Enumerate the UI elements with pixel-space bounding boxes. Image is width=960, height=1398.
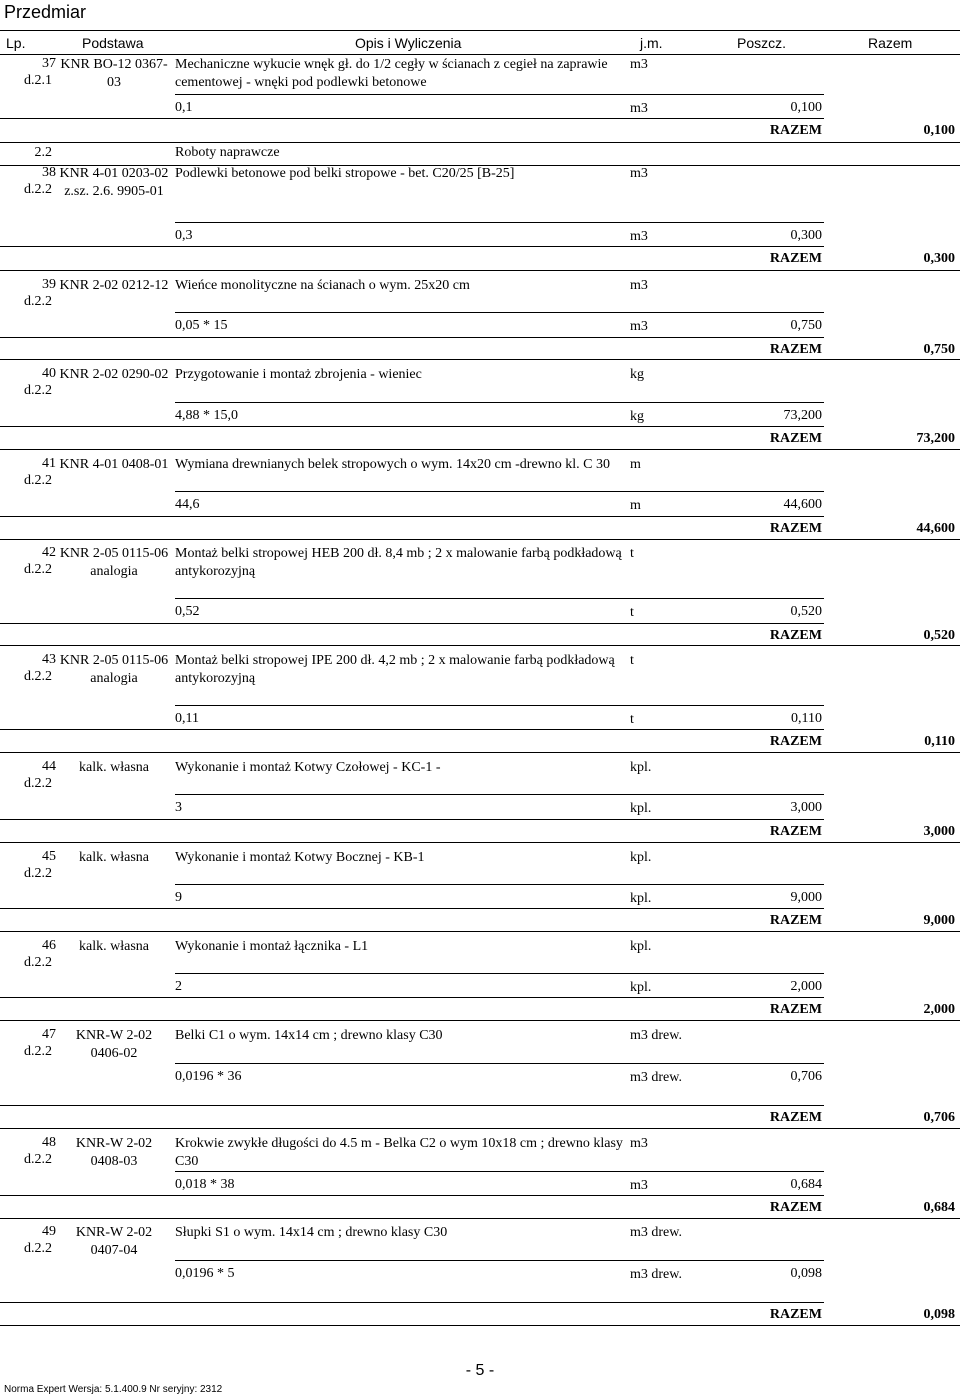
row-lp-sub: d.2.2 xyxy=(24,473,52,488)
row-opis: Przygotowanie i montaż zbrojenia - wieniec xyxy=(175,367,422,382)
row-calc-unit: m3 drew. xyxy=(630,1267,682,1282)
row-podstawa: KNR BO-12 0367-03 xyxy=(60,57,168,90)
row-poszcz: 9,000 xyxy=(790,890,822,905)
razem-label: RAZEM xyxy=(769,1002,822,1017)
row-calculation: 4,88 * 15,0 xyxy=(175,408,238,423)
razem-value: 73,200 xyxy=(916,431,955,446)
row-calc-unit: t xyxy=(630,712,634,727)
row-podstawa: KNR 2-05 0115-06 analogia xyxy=(59,653,169,686)
calc-rule xyxy=(175,705,824,706)
row-podstawa: KNR 4-01 0408-01 xyxy=(59,457,169,472)
row-lp: 41 xyxy=(42,456,56,471)
row-opis: Wykonanie i montaż Kotwy Czołowej - KC-1 - xyxy=(175,760,441,775)
row-rule xyxy=(0,1105,824,1106)
row-lp: 45 xyxy=(42,849,56,864)
razem-label: RAZEM xyxy=(769,123,822,138)
row-poszcz: 0,110 xyxy=(791,711,822,726)
row-end-rule xyxy=(0,645,960,646)
row-jm: m3 drew. xyxy=(630,1028,682,1043)
calc-rule xyxy=(175,1063,824,1064)
row-lp-sub: d.2.2 xyxy=(24,562,52,577)
row-poszcz: 0,706 xyxy=(790,1069,822,1084)
row-podstawa: KNR-W 2-02 0407-04 xyxy=(75,1225,153,1258)
razem-label: RAZEM xyxy=(769,342,822,357)
row-opis: Wieńce monolityczne na ścianach o wym. 25x20 cm xyxy=(175,278,470,293)
row-rule xyxy=(0,819,824,820)
row-jm: m3 xyxy=(630,278,648,293)
row-end-rule xyxy=(0,359,960,360)
row-podstawa: KNR-W 2-02 0406-02 xyxy=(75,1028,153,1061)
row-podstawa: KNR 2-02 0290-02 xyxy=(59,367,169,382)
row-jm: m xyxy=(630,457,641,472)
row-opis: Mechaniczne wykucie wnęk gł. do 1/2 cegły w ścianach z cegieł na zaprawie cementowej - wnęki pod podlewki betonowe xyxy=(175,57,608,90)
row-podstawa: kalk. własna xyxy=(79,760,149,775)
row-poszcz: 0,098 xyxy=(790,1266,822,1281)
row-end-rule xyxy=(0,449,960,450)
calc-rule xyxy=(175,402,824,403)
row-lp: 46 xyxy=(42,938,56,953)
row-lp-sub: d.2.2 xyxy=(24,383,52,398)
page-number: - 5 - xyxy=(465,1362,495,1379)
row-rule xyxy=(0,516,824,517)
row-lp-sub: d.2.2 xyxy=(24,182,52,197)
row-rule xyxy=(0,623,824,624)
row-poszcz: 0,520 xyxy=(790,604,822,619)
footer-text: Norma Expert Wersja: 5.1.400.9 Nr seryjny: 2312 xyxy=(4,1384,223,1395)
row-calculation: 0,11 xyxy=(175,711,199,726)
row-lp: 48 xyxy=(42,1135,56,1150)
row-lp-sub: d.2.2 xyxy=(24,1152,52,1167)
razem-value: 0,100 xyxy=(923,123,955,138)
header-podstawa: Podstawa xyxy=(82,35,144,51)
row-lp: 42 xyxy=(42,545,56,560)
razem-label: RAZEM xyxy=(769,1200,822,1215)
razem-value: 3,000 xyxy=(923,824,955,839)
row-jm: m3 xyxy=(630,166,648,181)
row-calculation: 0,018 * 38 xyxy=(175,1177,235,1192)
row-lp-sub: d.2.2 xyxy=(24,1044,52,1059)
row-calculation: 3 xyxy=(175,800,182,815)
row-rule xyxy=(0,729,824,730)
razem-value: 0,098 xyxy=(923,1307,955,1322)
section-title: Roboty naprawcze xyxy=(175,145,280,160)
row-opis: Słupki S1 o wym. 14x14 cm ; drewno klasy C30 xyxy=(175,1225,448,1240)
razem-value: 9,000 xyxy=(923,913,955,928)
row-lp: 47 xyxy=(42,1027,56,1042)
row-calc-unit: m3 xyxy=(630,1178,648,1193)
row-calc-unit: t xyxy=(630,605,634,620)
row-calc-unit: kpl. xyxy=(630,801,652,816)
row-lp-sub: d.2.2 xyxy=(24,955,52,970)
row-jm: kpl. xyxy=(630,939,652,954)
row-calculation: 2 xyxy=(175,979,182,994)
row-jm: kg xyxy=(630,367,644,382)
row-end-rule xyxy=(0,1020,960,1021)
row-jm: m3 xyxy=(630,1136,648,1151)
row-opis: Montaż belki stropowej HEB 200 dł. 8,4 mb ; 2 x malowanie farbą podkładową antykorozyjną xyxy=(175,546,622,579)
header-lp: Lp. xyxy=(6,35,26,51)
razem-label: RAZEM xyxy=(769,1307,822,1322)
row-jm: m3 drew. xyxy=(630,1225,682,1240)
row-rule xyxy=(0,908,824,909)
row-rule xyxy=(0,118,824,119)
header-bottom-rule xyxy=(0,54,960,55)
document-title: Przedmiar xyxy=(4,2,87,22)
razem-label: RAZEM xyxy=(769,913,822,928)
row-lp: 44 xyxy=(42,759,56,774)
row-jm: t xyxy=(630,546,634,561)
row-opis: Krokwie zwykłe długości do 4.5 m - Belka C2 o wym 10x18 cm ; drewno klasy C30 xyxy=(175,1136,623,1169)
row-end-rule xyxy=(0,270,960,271)
row-poszcz: 3,000 xyxy=(790,800,822,815)
razem-value: 0,110 xyxy=(924,734,955,749)
row-rule xyxy=(0,1302,824,1303)
razem-label: RAZEM xyxy=(769,734,822,749)
razem-label: RAZEM xyxy=(769,628,822,643)
row-opis: Belki C1 o wym. 14x14 cm ; drewno klasy C30 xyxy=(175,1028,443,1043)
row-jm: kpl. xyxy=(630,760,652,775)
row-rule xyxy=(0,1195,824,1196)
row-end-rule xyxy=(0,539,960,540)
row-jm: kpl. xyxy=(630,850,652,865)
razem-label: RAZEM xyxy=(769,824,822,839)
row-podstawa: KNR 4-01 0203-02 z.sz. 2.6. 9905-01 xyxy=(59,166,169,199)
row-end-rule xyxy=(0,842,960,843)
row-calculation: 9 xyxy=(175,890,182,905)
row-calc-unit: m3 xyxy=(630,319,648,334)
calc-rule xyxy=(175,1260,824,1261)
row-end-rule xyxy=(0,1325,960,1326)
row-calc-unit: kpl. xyxy=(630,891,652,906)
row-calc-unit: m3 drew. xyxy=(630,1070,682,1085)
razem-label: RAZEM xyxy=(769,251,822,266)
row-poszcz: 0,750 xyxy=(790,318,822,333)
row-calculation: 0,0196 * 5 xyxy=(175,1266,235,1281)
header-top-rule xyxy=(0,30,960,31)
calc-rule xyxy=(175,222,824,223)
row-jm: m3 xyxy=(630,57,648,72)
row-lp: 49 xyxy=(42,1224,56,1239)
razem-label: RAZEM xyxy=(769,431,822,446)
header-jm: j.m. xyxy=(640,35,663,51)
calc-rule xyxy=(175,312,824,313)
row-opis: Wykonanie i montaż łącznika - L1 xyxy=(175,939,369,954)
row-lp: 40 xyxy=(42,366,56,381)
row-calc-unit: m3 xyxy=(630,101,648,116)
row-lp-sub: d.2.2 xyxy=(24,866,52,881)
razem-value: 44,600 xyxy=(916,521,955,536)
row-poszcz: 44,600 xyxy=(783,497,822,512)
razem-value: 0,706 xyxy=(923,1110,955,1125)
calc-rule xyxy=(175,794,824,795)
row-lp-sub: d.2.2 xyxy=(24,776,52,791)
row-calc-unit: m xyxy=(630,498,641,513)
calc-rule xyxy=(175,491,824,492)
row-podstawa: KNR-W 2-02 0408-03 xyxy=(75,1136,153,1169)
calc-rule xyxy=(175,884,824,885)
row-rule xyxy=(0,337,824,338)
razem-label: RAZEM xyxy=(769,521,822,536)
calc-rule xyxy=(175,598,824,599)
row-lp-sub: d.2.1 xyxy=(24,73,52,88)
row-end-rule xyxy=(0,752,960,753)
calc-rule xyxy=(175,94,824,95)
row-calculation: 0,1 xyxy=(175,100,193,115)
row-end-rule xyxy=(0,1218,960,1219)
row-calc-unit: kpl. xyxy=(630,980,652,995)
row-lp: 38 xyxy=(42,165,56,180)
row-poszcz: 0,100 xyxy=(790,100,822,115)
razem-value: 2,000 xyxy=(923,1002,955,1017)
razem-value: 0,300 xyxy=(923,251,955,266)
row-calculation: 0,3 xyxy=(175,228,193,243)
row-rule xyxy=(0,997,824,998)
row-rule xyxy=(0,246,824,247)
row-lp-sub: d.2.2 xyxy=(24,1241,52,1256)
razem-value: 0,684 xyxy=(923,1200,955,1215)
row-calculation: 0,05 * 15 xyxy=(175,318,228,333)
row-poszcz: 0,300 xyxy=(790,228,822,243)
header-razem: Razem xyxy=(868,35,913,51)
calc-rule xyxy=(175,973,824,974)
razem-label: RAZEM xyxy=(769,1110,822,1125)
row-end-rule xyxy=(0,931,960,932)
razem-value: 0,750 xyxy=(923,342,955,357)
row-calc-unit: m3 xyxy=(630,229,648,244)
row-opis: Podlewki betonowe pod belki stropowe - bet. C20/25 [B-25] xyxy=(175,166,515,181)
row-opis: Wykonanie i montaż Kotwy Bocznej - KB-1 xyxy=(175,850,425,865)
row-podstawa: kalk. własna xyxy=(79,939,149,954)
row-lp: 43 xyxy=(42,652,56,667)
row-calculation: 0,52 xyxy=(175,604,200,619)
row-lp-sub: d.2.2 xyxy=(24,294,52,309)
row-poszcz: 0,684 xyxy=(790,1177,822,1192)
row-opis: Montaż belki stropowej IPE 200 dł. 4,2 mb ; 2 x malowanie farbą podkładową antykorozyjną xyxy=(175,653,615,686)
row-calc-unit: kg xyxy=(630,409,644,424)
row-end-rule xyxy=(0,1128,960,1129)
row-lp-sub: d.2.2 xyxy=(24,669,52,684)
row-calculation: 0,0196 * 36 xyxy=(175,1069,242,1084)
header-opis: Opis i Wyliczenia xyxy=(355,35,462,51)
razem-value: 0,520 xyxy=(923,628,955,643)
row-podstawa: KNR 2-05 0115-06 analogia xyxy=(59,546,169,579)
row-lp: 37 xyxy=(42,56,56,71)
row-calculation: 44,6 xyxy=(175,497,200,512)
calc-rule xyxy=(175,1171,824,1172)
row-poszcz: 73,200 xyxy=(783,408,822,423)
row-end-rule xyxy=(0,142,960,143)
row-jm: t xyxy=(630,653,634,668)
row-podstawa: kalk. własna xyxy=(79,850,149,865)
row-lp: 39 xyxy=(42,277,56,292)
row-rule xyxy=(0,426,824,427)
row-opis: Wymiana drewnianych belek stropowych o wym. 14x20 cm -drewno kl. C 30 xyxy=(175,457,611,472)
header-poszcz: Poszcz. xyxy=(737,35,787,51)
row-podstawa: KNR 2-02 0212-12 xyxy=(59,278,169,293)
section-number: 2.2 xyxy=(34,145,52,160)
row-poszcz: 2,000 xyxy=(790,979,822,994)
